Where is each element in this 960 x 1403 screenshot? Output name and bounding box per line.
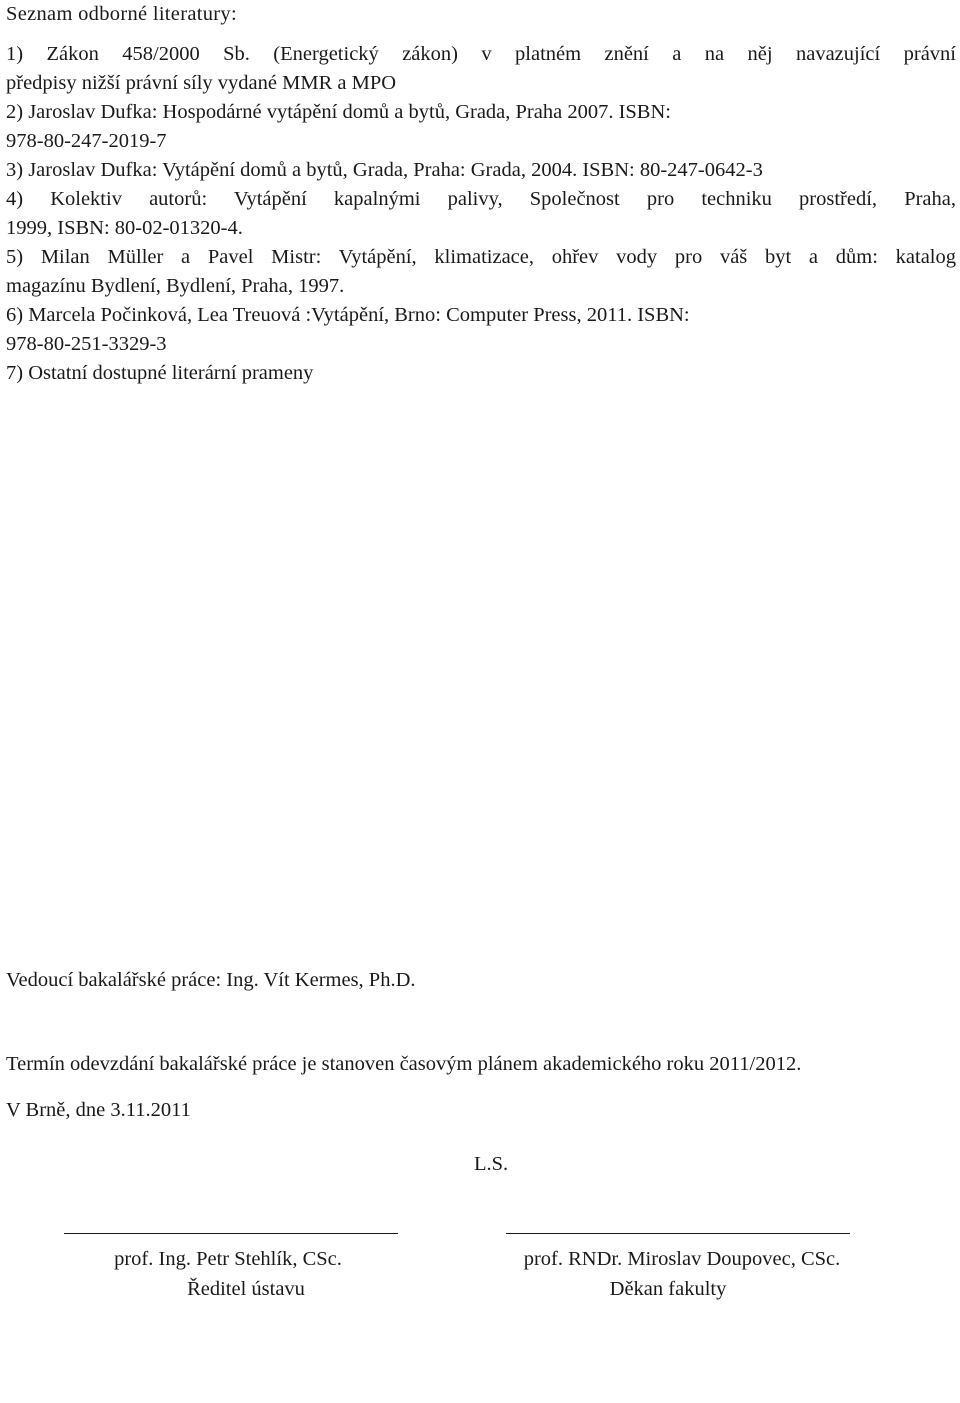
director-title: Ředitel ústavu <box>187 1278 305 1300</box>
signature-line-left <box>64 1233 398 1234</box>
seal-mark: L.S. <box>474 1153 509 1175</box>
supervisor-line: Vedoucí bakalářské práce: Ing. Vít Kermes, Ph.D. <box>6 969 416 991</box>
dean-title: Děkan fakulty <box>609 1278 727 1300</box>
literature-heading: Seznam odborné literatury: <box>6 3 237 25</box>
reference-list <box>6 40 956 388</box>
reference-line: magazínu Bydlení, Bydlení, Praha, 1997. <box>6 275 345 297</box>
dean-name: prof. RNDr. Miroslav Doupovec, CSc. <box>523 1248 841 1270</box>
signature-line-right <box>506 1233 850 1234</box>
reference-line: 5) Milan Müller a Pavel Mistr: Vytápění, klimatizace, ohřev vody pro váš byt a dům: katalog <box>6 246 956 268</box>
deadline-line: Termín odevzdání bakalářské práce je stanoven časovým plánem akademického roku 2011/2012. <box>6 1053 802 1075</box>
director-name: prof. Ing. Petr Stehlík, CSc. <box>114 1248 342 1270</box>
reference-line: 4) Kolektiv autorů: Vytápění kapalnými palivy, Společnost pro techniku prostředí, Praha, <box>6 188 956 210</box>
reference-line: 3) Jaroslav Dufka: Vytápění domů a bytů, Grada, Praha: Grada, 2004. ISBN: 80-247-0642-3 <box>6 159 763 181</box>
reference-line: 978-80-251-3329-3 <box>6 333 167 355</box>
reference-line: 7) Ostatní dostupné literární prameny <box>6 362 314 384</box>
reference-line: 1999, ISBN: 80-02-01320-4. <box>6 217 243 239</box>
reference-line: 6) Marcela Počinková, Lea Treuová :Vytápění, Brno: Computer Press, 2011. ISBN: <box>6 304 690 326</box>
reference-line: 1) Zákon 458/2000 Sb. (Energetický zákon) v platném znění a na něj navazující právní <box>6 43 956 65</box>
reference-line: předpisy nižší právní síly vydané MMR a MPO <box>6 72 397 94</box>
reference-line: 2) Jaroslav Dufka: Hospodárné vytápění domů a bytů, Grada, Praha 2007. ISBN: <box>6 101 671 123</box>
reference-line: 978-80-247-2019-7 <box>6 130 167 152</box>
place-date-line: V Brně, dne 3.11.2011 <box>6 1099 191 1121</box>
